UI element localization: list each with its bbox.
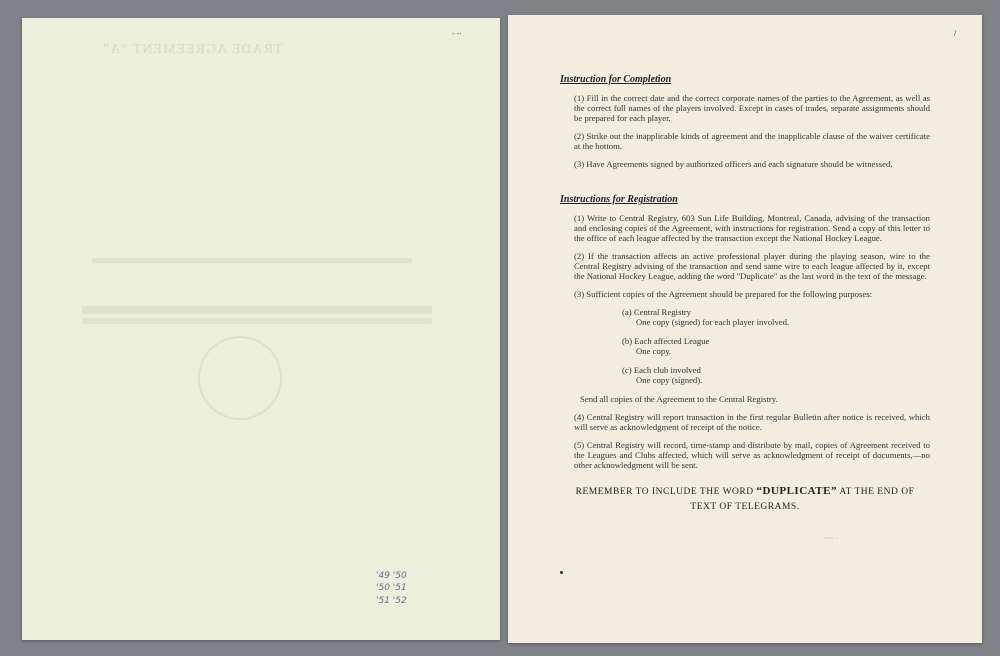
registration-item: (5) Central Registry will record, time-stamp and distribute by mail, copies of Agreement received to the Leagues and Clubs affected, which will serve as acknowledgment of receipt of documents,—no other acknowledgment will be sent. (574, 440, 930, 470)
show-through-title: TRADE AGREEMENT “A” (102, 42, 283, 57)
pencil-note: '50 '51 (376, 583, 407, 593)
purpose-label: (c) Each club involved (622, 365, 701, 375)
purpose-label: (a) Central Registry (622, 307, 691, 317)
purpose-detail: One copy (signed). (636, 375, 703, 385)
left-page (22, 18, 500, 640)
purpose-item (622, 307, 930, 327)
completion-item: (3) Have Agreements signed by authorized officers and each signature should be witnessed. (574, 159, 893, 169)
corner-mark: / (954, 29, 957, 37)
corner-mark: - -· (452, 30, 462, 38)
show-through-band (82, 306, 432, 314)
completion-item: (1) Fill in the correct date and the correct corporate names of the parties to the Agreement, as well as the correct full names of the players involved. Except in cases of trades, separate assignments should be prepared for each player. (574, 93, 930, 123)
show-through-band (92, 258, 412, 263)
reminder-prefix: REMEMBER TO INCLUDE THE WORD (575, 487, 754, 497)
registration-item: (1) Write to Central Registry, 603 Sun Life Building, Montreal, Canada, advising of the transaction and enclosing copies of the Agreement, with instructions for registration. Send a copy of this letter to the office of each league affected by the transaction except the National Hockey League. (574, 213, 930, 243)
purpose-item (622, 336, 930, 356)
registration-heading: Instructions for Registration (560, 194, 678, 205)
purpose-detail: One copy (signed) for each player involved. (636, 317, 790, 327)
reminder-suffix: AT THE END OF (839, 487, 915, 497)
registration-item: (4) Central Registry will report transaction in the first regular Bulletin after notice is received, which will serve as acknowledgment of receipt of the notice. (574, 412, 930, 432)
completion-item: (2) Strike out the inapplicable kinds of agreement and the inapplicable clause of the waiver certificate at the bottom. (574, 131, 930, 151)
ink-dot (560, 571, 563, 574)
reminder-line2: TEXT OF TELEGRAMS. (690, 502, 800, 512)
completion-heading: Instruction for Completion (560, 74, 672, 85)
send-all-note: Send all copies of the Agreement to the Central Registry. (580, 394, 778, 404)
show-through-band (82, 318, 432, 324)
purpose-item (622, 365, 930, 385)
pencil-note: '51 '52 (376, 596, 407, 606)
instructions-page (508, 15, 982, 643)
faint-stamp: · ~~ · (820, 535, 838, 542)
purpose-label: (b) Each affected League (622, 336, 710, 346)
instructions-content (560, 75, 930, 515)
duplicate-reminder (560, 484, 930, 515)
registration-item: (3) Sufficient copies of the Agreement should be prepared for the following purposes: (574, 289, 873, 299)
pencil-note: '49 '50 (376, 571, 407, 581)
show-through-seal (198, 336, 282, 420)
registration-item: (2) If the transaction affects an active professional player during the playing season, wire to the Central Registry advising of the transaction and send same wire to each league affected by it, except the National Hockey League, adding the word "Duplicate" as the last word in the text of the message. (574, 251, 930, 281)
reminder-word: “DUPLICATE” (756, 485, 837, 497)
purpose-detail: One copy. (636, 346, 672, 356)
